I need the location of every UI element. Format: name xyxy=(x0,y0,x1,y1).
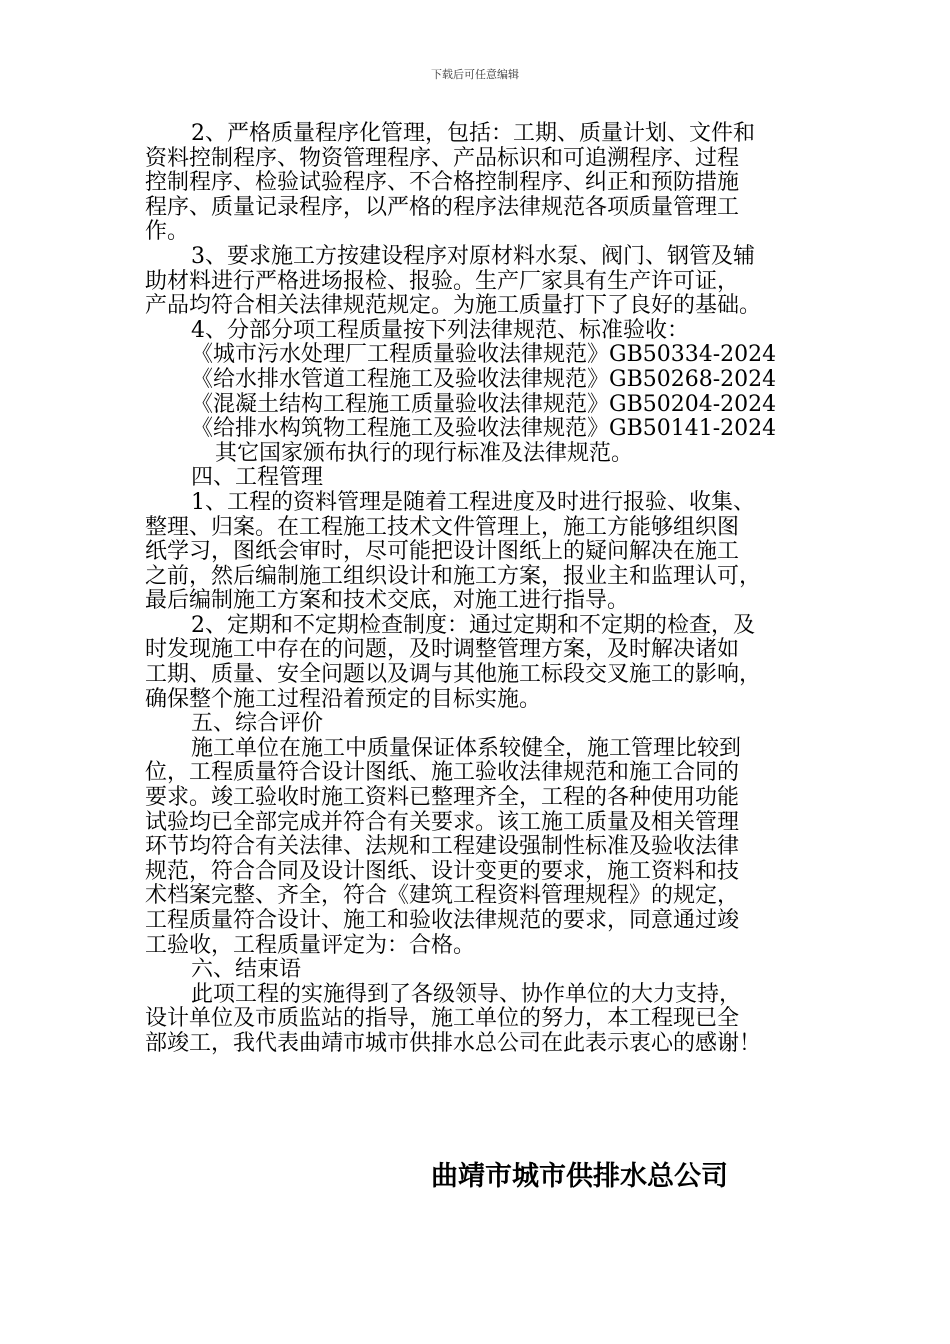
text-line: 产品均符合相关法律规范规定。为施工质量打下了良好的基础。 xyxy=(145,293,762,319)
text-line: 纸学习，图纸会审时，尽可能把设计图纸上的疑问解决在施工 xyxy=(145,539,740,565)
text-line: 《城市污水处理厂工程质量验收法律规范》GB50334-2024 xyxy=(191,342,777,368)
text-line: 五、综合评价 xyxy=(191,711,324,737)
text-line: 规范，符合合同及设计图纸、设计变更的要求，施工资料和技 xyxy=(145,858,740,884)
text-line: 程序、质量记录程序，以严格的程序法律规范各项质量管理工 xyxy=(145,194,740,220)
text-line: 确保整个施工过程沿着预定的目标实施。 xyxy=(145,686,542,712)
text-line: 术档案完整、齐全，符合《建筑工程资料管理规程》的规定， xyxy=(145,883,740,909)
text-line: 其它国家颁布执行的现行标准及法律规范。 xyxy=(215,440,634,466)
text-line: 助材料进行严格进场报检、报验。生产厂家具有生产许可证， xyxy=(145,268,740,294)
text-line: 环节均符合有关法律、法规和工程建设强制性标准及验收法律 xyxy=(145,834,740,860)
text-line: 位，工程质量符合设计图纸、施工验收法律规范和施工合同的 xyxy=(145,760,740,786)
text-line: 之前，然后编制施工组织设计和施工方案，报业主和监理认可， xyxy=(145,563,762,589)
text-line: 1、工程的资料管理是随着工程进度及时进行报验、收集、 xyxy=(191,489,755,515)
text-line: 《给水排水管道工程施工及验收法律规范》GB50268-2024 xyxy=(191,366,777,392)
signature-company: 曲靖市城市供排水总公司 xyxy=(431,1161,728,1192)
text-line: 作。 xyxy=(145,219,190,245)
text-line: 试验均已全部完成并符合有关要求。该工施工质量及相关管理 xyxy=(145,809,740,835)
text-line: 《混凝土结构工程施工质量验收法律规范》GB50204-2024 xyxy=(191,391,777,417)
text-line: 四、工程管理 xyxy=(191,465,324,491)
text-line: 施工单位在施工中质量保证体系较健全，施工管理比较到 xyxy=(191,735,742,761)
text-line: 部竣工，我代表曲靖市城市供排水总公司在此表示衷心的感谢！ xyxy=(145,1030,762,1056)
text-line: 2、定期和不定期检查制度：通过定期和不定期的检查，及 xyxy=(191,612,755,638)
text-line: 时发现施工中存在的问题，及时调整管理方案，及时解决诸如 xyxy=(145,637,740,663)
text-line: 此项工程的实施得到了各级领导、协作单位的大力支持， xyxy=(191,981,742,1007)
text-line: 3、要求施工方按建设程序对原材料水泵、阀门、钢管及辅 xyxy=(191,243,755,269)
text-line: 2、严格质量程序化管理，包括：工期、质量计划、文件和 xyxy=(191,121,755,146)
text-line: 资料控制程序、物资管理程序、产品标识和可追溯程序、过程 xyxy=(145,145,740,171)
text-line: 工期、质量、安全问题以及调与其他施工标段交叉施工的影响， xyxy=(145,662,762,688)
text-line: 设计单位及市质监站的指导，施工单位的努力，本工程现已全 xyxy=(145,1006,740,1032)
text-line: 控制程序、检验试验程序、不合格控制程序、纠正和预防措施 xyxy=(145,170,740,196)
text-line: 《给排水构筑物工程施工及验收法律规范》GB50141-2024 xyxy=(191,416,777,442)
text-line: 整理、归案。在工程施工技术文件管理上，施工方能够组织图 xyxy=(145,514,740,540)
text-line: 要求。竣工验收时施工资料已整理齐全，工程的各种使用功能 xyxy=(145,785,740,811)
text-line: 工程质量符合设计、施工和验收法律规范的要求，同意通过竣 xyxy=(145,908,740,933)
text-line: 4、分部分项工程质量按下列法律规范、标准验收： xyxy=(191,317,689,343)
document-body xyxy=(145,122,830,1057)
text-line: 六、结束语 xyxy=(191,957,302,983)
text-line: 工验收，工程质量评定为：合格。 xyxy=(145,932,476,958)
text-line: 最后编制施工方案和技术交底，对施工进行指导。 xyxy=(145,588,630,614)
page-header: 下载后可任意编辑 xyxy=(431,68,519,81)
